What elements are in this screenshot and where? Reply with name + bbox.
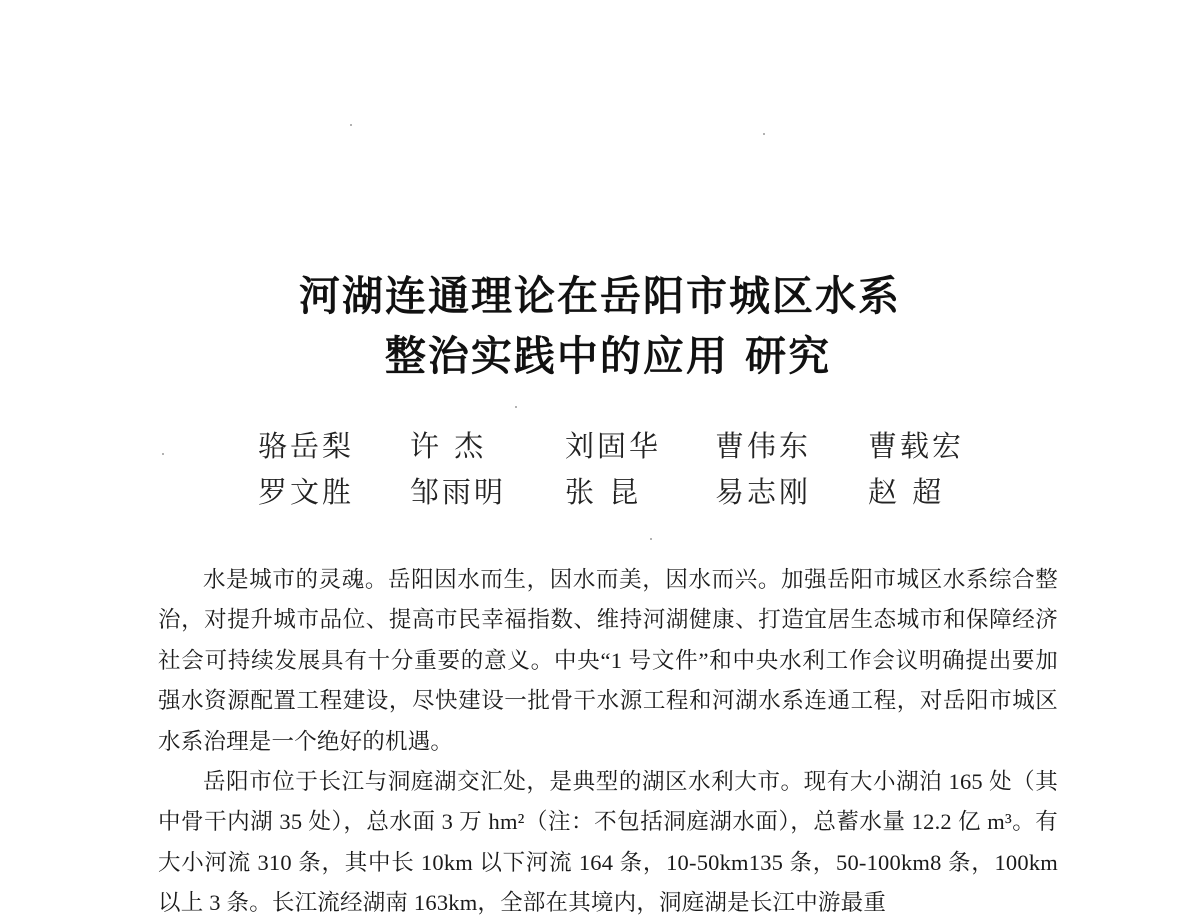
author-name: 易志刚	[715, 475, 812, 509]
author-name: 许 杰	[410, 429, 487, 463]
author-name: 张 昆	[565, 475, 642, 509]
author-name: 骆岳梨	[258, 429, 355, 463]
author-name: 罗文胜	[258, 475, 355, 509]
author-name: 曹载宏	[868, 429, 965, 463]
body-paragraph-2: 岳阳市位于长江与洞庭湖交汇处，是典型的湖区水利大市。现有大小湖泊 165 处（其中骨干内湖 35 处），总水面 3 万 hm²（注：不包括洞庭湖水面），总蓄水量 12.2 亿 m³。有大小河流 310 条，其中长 10km 以下河流 164 条，10-50km135 条，50-100km8 条，100km 以上 3 条。长江流经湖南 163km，全部在其境内，洞庭湖是长江中游最重	[158, 769, 1058, 916]
body-paragraph-1: 水是城市的灵魂。岳阳因水而生，因水而美，因水而兴。加强岳阳市城区水系综合整治，对提升城市品位、提高市民幸福指数、维持河湖健康、打造宜居生态城市和保障经济社会可持续发展具有十分重要的意义。中央“1 号文件”和中央水利工作会议明确提出要加强水资源配置工程建设，尽快建设一批骨干水源工程和河湖水系连通工程，对岳阳市城区水系治理是一个绝好的机遇。	[158, 567, 1058, 754]
author-name: 刘固华	[565, 429, 662, 463]
scan-speck	[763, 133, 765, 135]
article-title-line-1: 河湖连通理论在岳阳市城区水系	[299, 272, 901, 320]
article-title-line-2: 整治实践中的应用 研究	[384, 332, 832, 380]
scan-speck	[350, 124, 352, 126]
author-name: 赵 超	[868, 475, 945, 509]
author-name: 邹雨明	[410, 475, 507, 509]
author-name: 曹伟东	[715, 429, 812, 463]
scan-speck	[515, 406, 517, 408]
article-body	[158, 560, 1058, 920]
scan-speck	[162, 453, 164, 455]
scan-speck	[650, 538, 652, 540]
